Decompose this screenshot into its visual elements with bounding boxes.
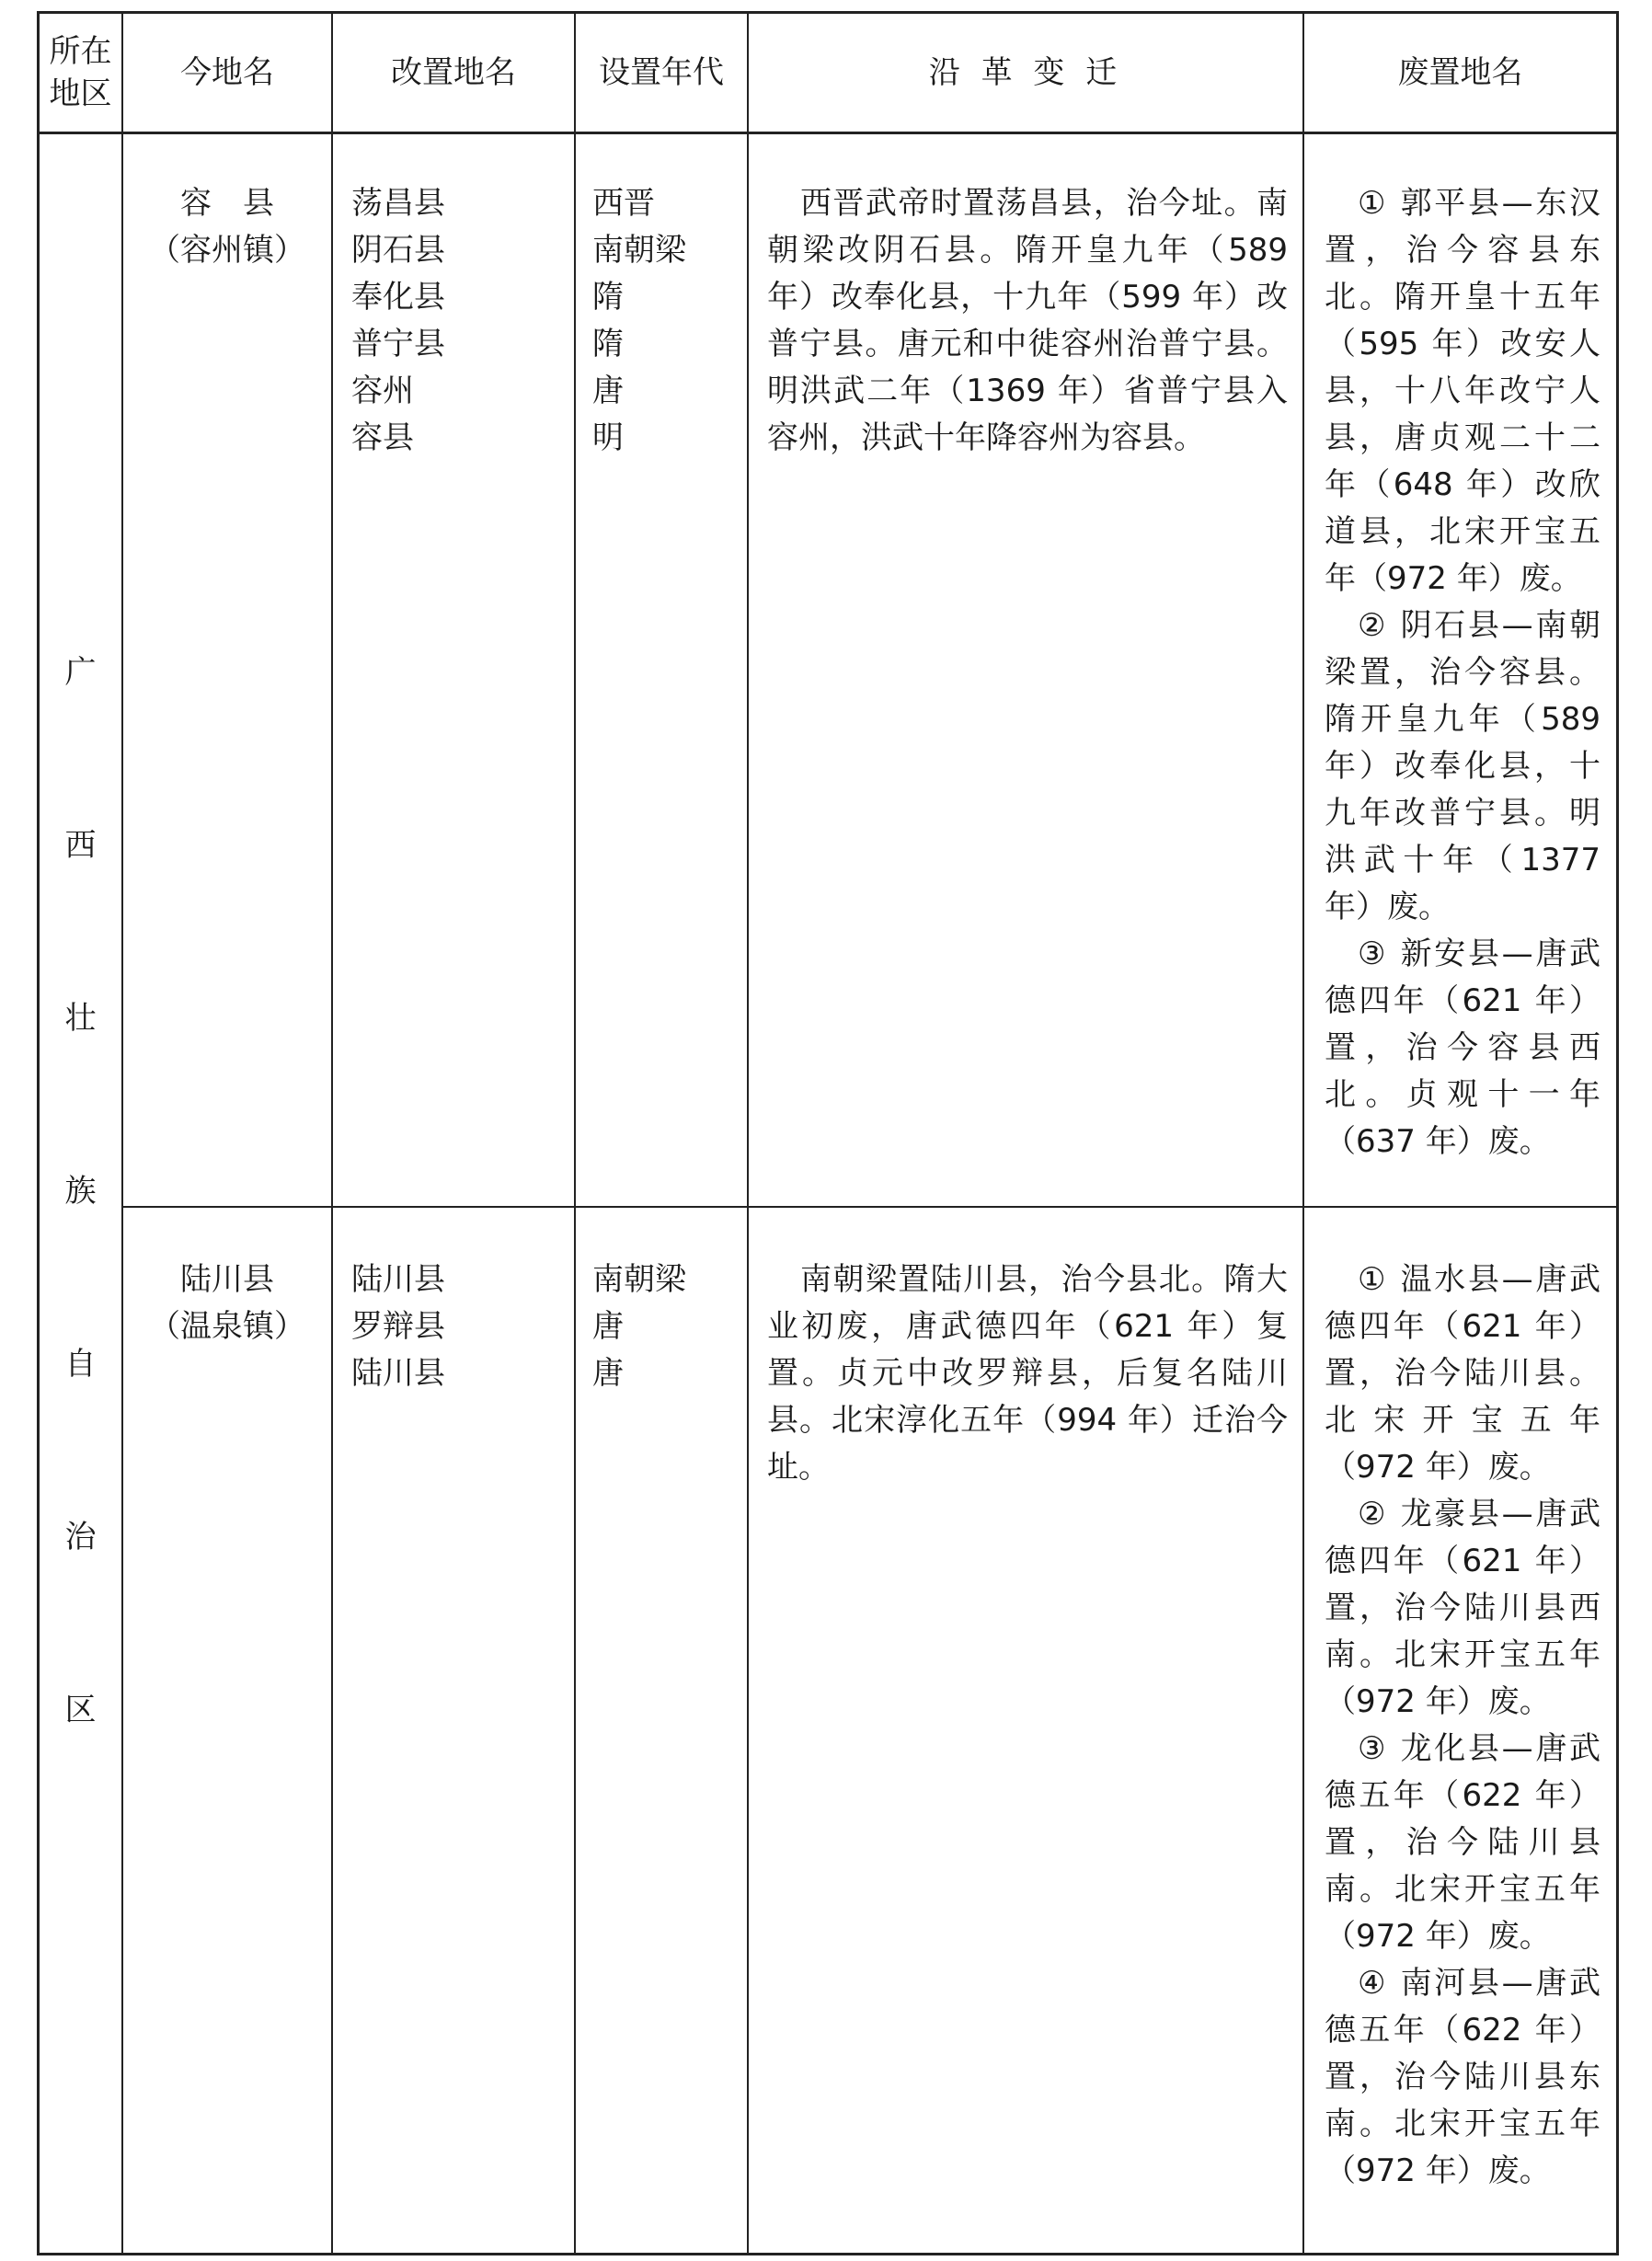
row1-history-text: 西晋武帝时置荡昌县，治今址。南朝梁改阴石县。隋开皇九年（589 年）改奉化县，十九年（599 年）改普宁县。唐元和中徙容州治普宁县。明洪武二年（1369 年）省普宁县入容州，洪武十年降容州为容县。 [767, 185, 1288, 456]
col-sep-2 [331, 11, 333, 2255]
header-region-line2: 地区 [49, 75, 112, 112]
row1-abolished-entry: ② 阴石县—南朝梁置，治今容县。隋开皇九年（589 年）改奉化县，十九年改普宁县。明洪武十年（1377 年）废。 [1325, 607, 1600, 925]
header-region-line1: 所在 [49, 33, 112, 70]
row2-era-item: 唐 [592, 1355, 624, 1392]
region-char-4: 族 [64, 1173, 97, 1210]
row1-renamed-item: 普宁县 [351, 326, 445, 362]
header-abolished: 废置地名 [1397, 54, 1523, 91]
row2-current-name-cell [123, 1257, 331, 1350]
region-char-3: 壮 [64, 1000, 97, 1037]
row-sep-1 [121, 1206, 1619, 1208]
region-char-6: 治 [64, 1519, 97, 1555]
row1-era-list [592, 180, 741, 462]
col-sep-5 [1302, 11, 1304, 2255]
table-border-bottom [37, 2253, 1619, 2255]
row1-era-item: 唐 [592, 373, 624, 409]
row1-abolished-cell [1325, 180, 1600, 1165]
row1-current-sub: （容州镇） [149, 232, 305, 269]
header-history: 沿 革 变 迁 [928, 54, 1123, 91]
header-renamed: 改置地名 [391, 54, 516, 91]
table-border-left [37, 11, 40, 2255]
row1-renamed-item: 容州 [351, 373, 414, 409]
row2-current-name: 陆川县 [180, 1261, 274, 1298]
row1-renamed-item: 容县 [351, 419, 414, 456]
row1-renamed-item: 荡昌县 [351, 185, 445, 222]
region-char-2: 西 [64, 827, 97, 864]
header-region [40, 14, 121, 132]
row2-renamed-item: 陆川县 [351, 1261, 445, 1298]
row1-renamed-list [351, 180, 568, 462]
row1-abolished-entry: ① 郭平县—东汉置，治今容县东北。隋开皇十五年（595 年）改安人县，十八年改宁人县，唐贞观二十二年（648 年）改欣道县，北宋开宝五年（972 年）废。 [1325, 185, 1600, 597]
row2-current-sub: （温泉镇） [149, 1308, 305, 1345]
row2-abolished-entry: ① 温水县—唐武德四年（621 年）置，治今陆川县。北宋开宝五年（972 年）废。 [1325, 1261, 1600, 1486]
table-border-right [1616, 11, 1619, 2255]
header-era: 设置年代 [599, 54, 724, 91]
row1-current-name-cell [123, 180, 331, 274]
row2-abolished-entry: ② 龙豪县—唐武德四年（621 年）置，治今陆川县西南。北宋开宝五年（972 年）废。 [1325, 1496, 1600, 1720]
row2-renamed-list [351, 1257, 568, 1397]
region-char-5: 自 [64, 1346, 97, 1383]
row1-renamed-item: 奉化县 [351, 279, 445, 316]
row1-era-item: 明 [592, 419, 624, 456]
table-border-header-bottom [37, 132, 1619, 134]
col-sep-1 [121, 11, 123, 2255]
row1-era-item: 西晋 [592, 185, 655, 222]
row2-abolished-entry: ④ 南河县—唐武德五年（622 年）置，治今陆川县东南。北宋开宝五年（972 年）废。 [1325, 1965, 1600, 2189]
row2-era-list [592, 1257, 741, 1397]
row2-renamed-item: 罗辩县 [351, 1308, 445, 1345]
row2-abolished-cell [1325, 1257, 1600, 2195]
row2-era-item: 唐 [592, 1308, 624, 1345]
row2-renamed-item: 陆川县 [351, 1355, 445, 1392]
row1-renamed-item: 阴石县 [351, 232, 445, 269]
row2-era-item: 南朝梁 [592, 1261, 686, 1298]
row1-era-item: 隋 [592, 279, 624, 316]
row1-era-item: 南朝梁 [592, 232, 686, 269]
region-char-7: 区 [64, 1692, 97, 1728]
row1-era-item: 隋 [592, 326, 624, 362]
row2-history-cell [767, 1257, 1288, 1491]
row2-abolished-entry: ③ 龙化县—唐武德五年（622 年）置，治今陆川县南。北宋开宝五年（972 年）废。 [1325, 1730, 1600, 1955]
header-current-name: 今地名 [180, 54, 274, 91]
col-sep-4 [747, 11, 749, 2255]
row1-history-cell [767, 180, 1288, 462]
row1-current-name: 容 县 [180, 185, 274, 222]
region-char-1: 广 [64, 654, 97, 691]
col-sep-3 [574, 11, 576, 2255]
row1-abolished-entry: ③ 新安县—唐武德四年（621 年）置，治今容县西北。贞观十一年（637 年）废。 [1325, 935, 1600, 1160]
row2-history-text: 南朝梁置陆川县，治今县北。隋大业初废，唐武德四年（621 年）复置。贞元中改罗辩县，后复名陆川县。北宋淳化五年（994 年）迁治今址。 [767, 1261, 1288, 1486]
